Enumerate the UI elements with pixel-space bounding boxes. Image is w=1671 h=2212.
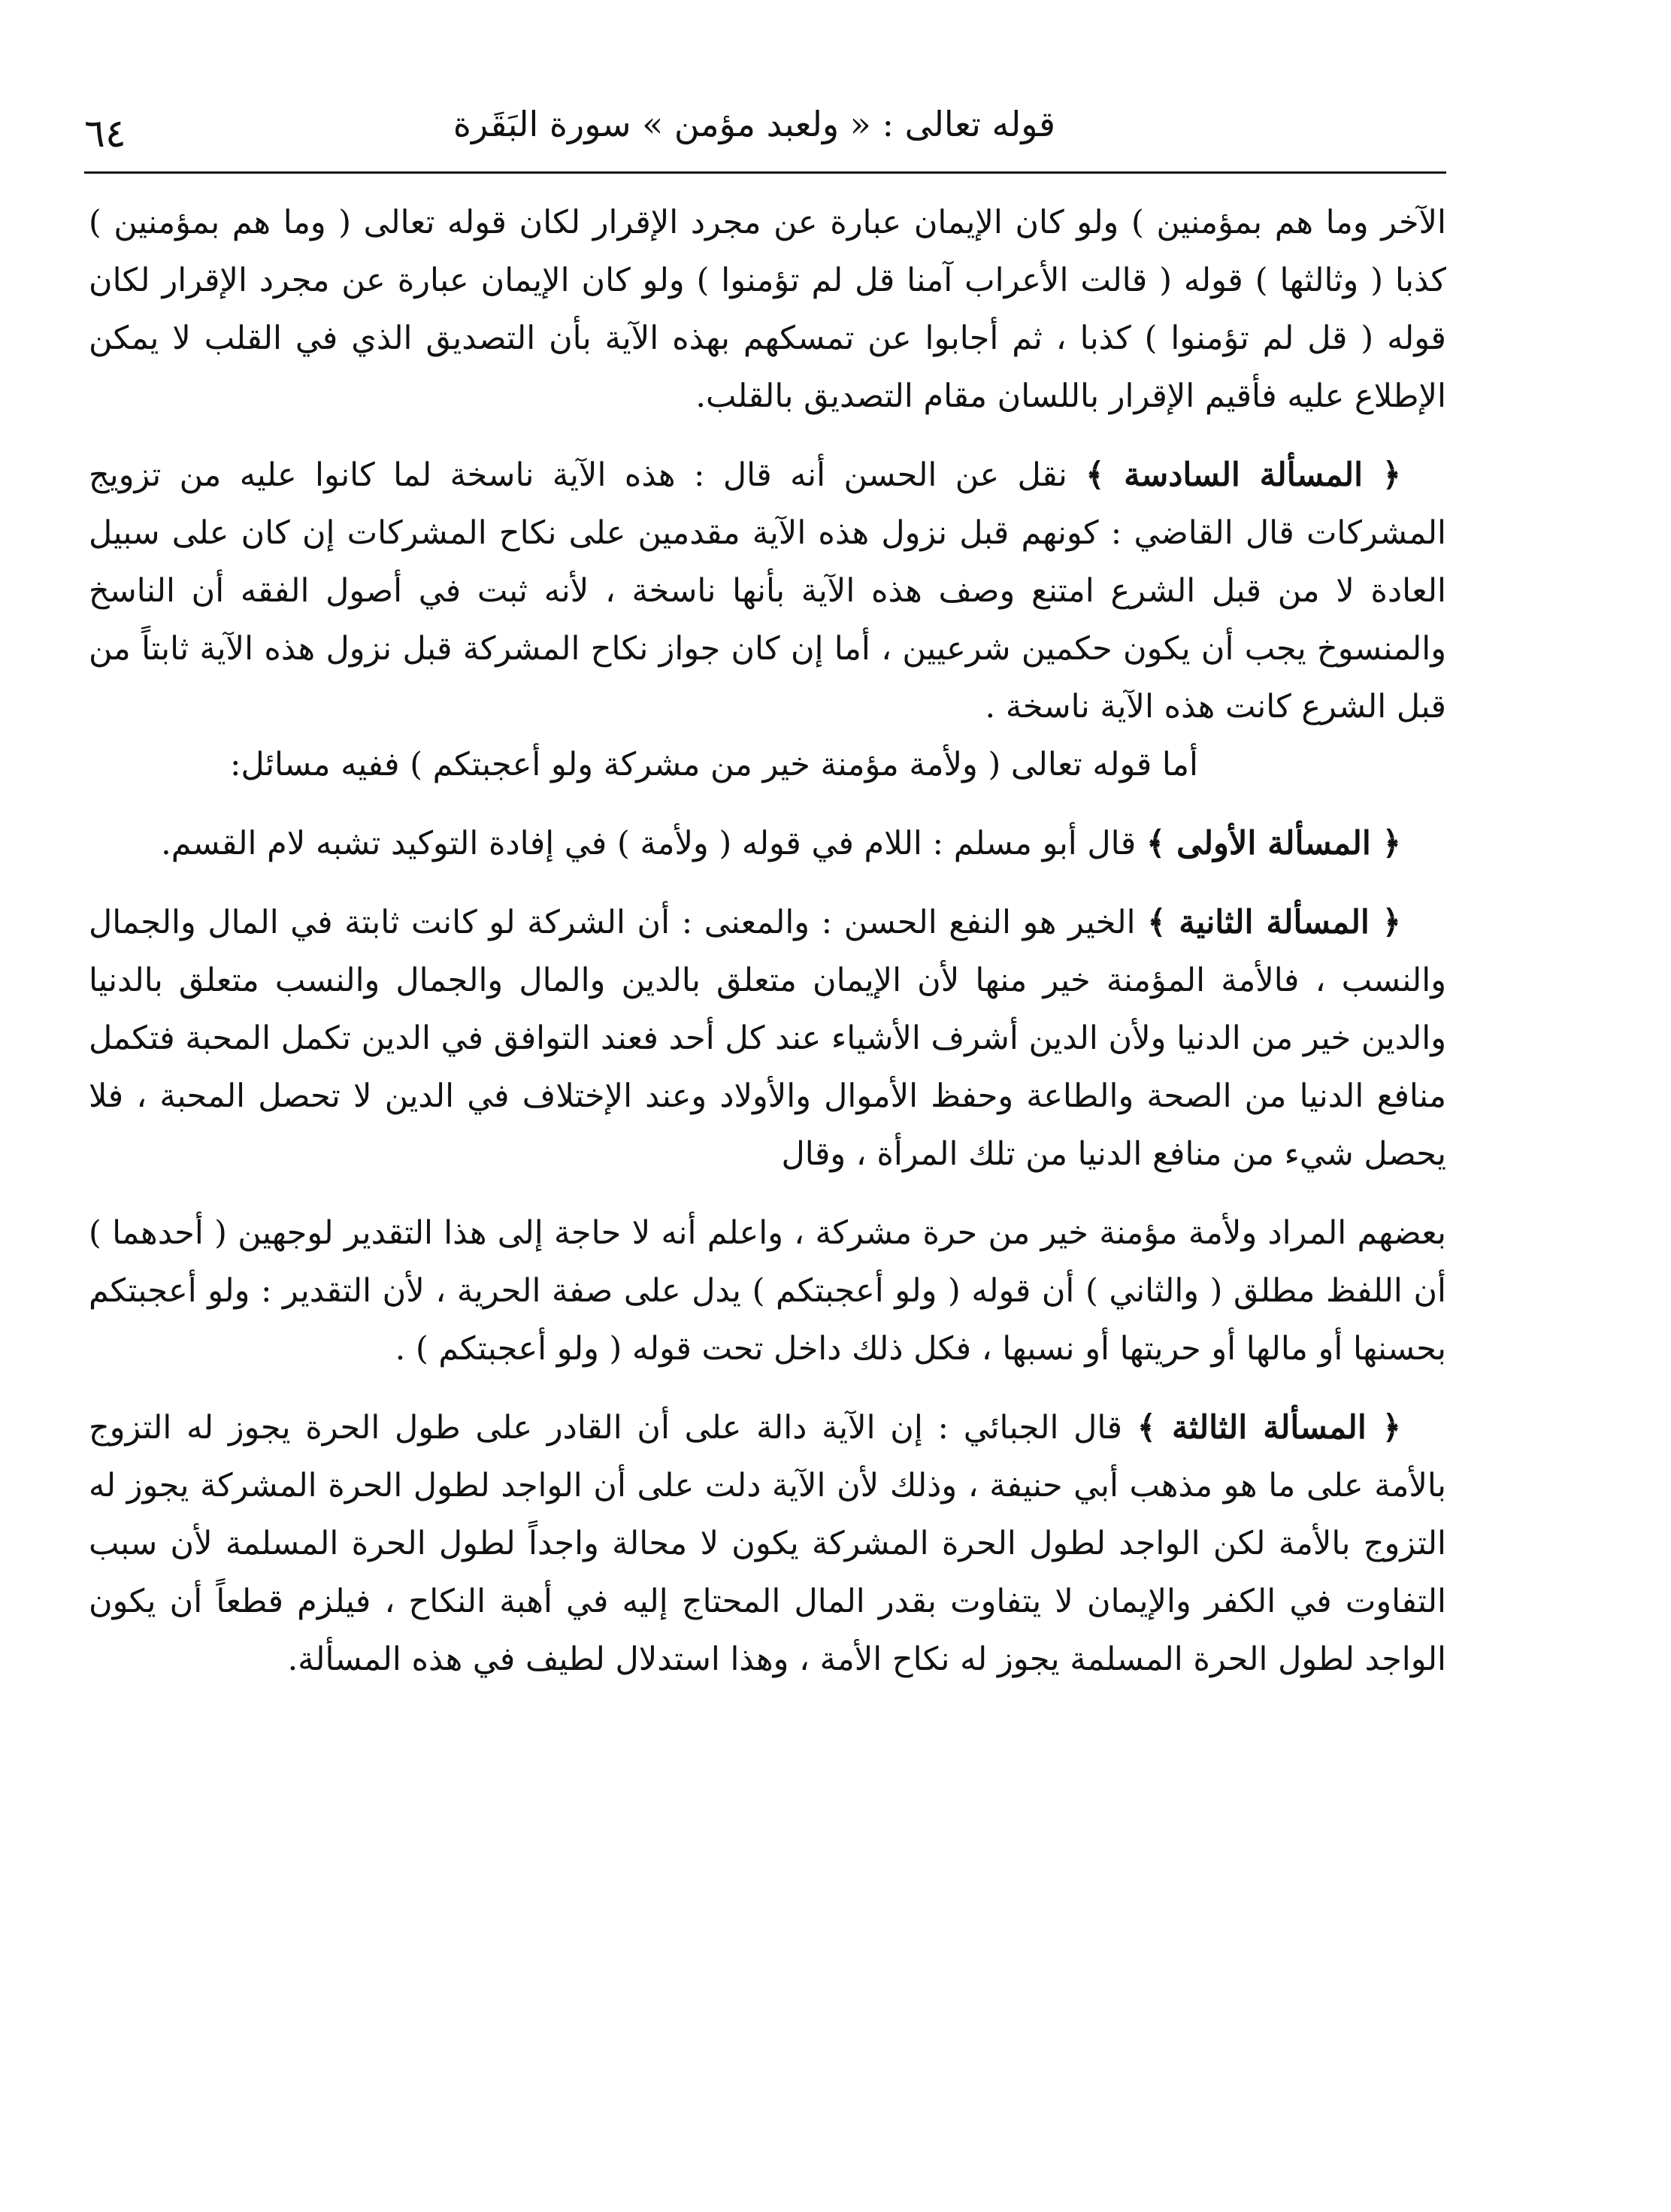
- paragraph-6: [89, 1204, 1446, 1378]
- issue-1-heading: ﴿ المسألة الأولى ﴾: [1146, 825, 1401, 862]
- paragraph-7-text: قال الجبائي : إن الآية دالة على أن القادر على طول الحرة يجوز له التزوج بالأمة على ما هو مذهب أبي حنيفة ، وذلك لأن الآية دلت على أن الواجد لطول الحرة المشركة يجوز له التزوج بالأمة لكن الواجد لطول الحرة المشركة يكون لا محالة واجداً لطول الحرة المسلمة لأن سبب التفاوت في الكفر والإيمان لا يتفاوت بقدر المال المحتاج إليه في أهبة النكاح ، فيلزم قطعاً أن يكون الواجد لطول الحرة المسلمة يجوز له نكاح الأمة ، وهذا استدلال لطيف في هذه المسألة.: [89, 1409, 1446, 1678]
- paragraph-1: [89, 194, 1446, 426]
- issue-3-heading: ﴿ المسألة الثالثة ﴾: [1137, 1409, 1401, 1447]
- page-number: ٦٤: [84, 111, 126, 156]
- paragraph-4: [89, 815, 1446, 873]
- paragraph-7: [89, 1399, 1446, 1689]
- page-header: [84, 98, 1446, 165]
- issue-2-heading: ﴿ المسألة الثانية ﴾: [1147, 904, 1401, 941]
- paragraph-1-text: الآخر وما هم بمؤمنين ) ولو كان الإيمان عبارة عن مجرد الإقرار لكان قوله تعالى ( وما هم بمؤمنين ) كذبا ( وثالثها ) قوله ( قالت الأعراب آمنا قل لم تؤمنوا ) ولو كان الإيمان عبارة عن مجرد الإقرار لكان قوله ( قل لم تؤمنوا ) كذبا ، ثم أجابوا عن تمسكهم بهذه الآية بأن التصديق الذي في القلب لا يمكن الإطلاع عليه فأقيم الإقرار باللسان مقام التصديق بالقلب.: [89, 204, 1446, 415]
- paragraph-3: [89, 736, 1446, 794]
- paragraph-2-text: نقل عن الحسن أنه قال : هذه الآية ناسخة لما كانوا عليه من تزويج المشركات قال القاضي : كونهم قبل نزول هذه الآية مقدمين على نكاح المشركات إن كان على سبيل العادة لا من قبل الشرع امتنع وصف هذه الآية بأنها ناسخة ، لأنه ثبت في أصول الفقه أن الناسخ والمنسوخ يجب أن يكون حكمين شرعيين ، أما إن كان جواز نكاح المشركة قبل نزول هذه الآية ثابتاً من قبل الشرع كانت هذه الآية ناسخة .: [89, 456, 1446, 726]
- main-text: [89, 194, 1446, 1689]
- header-divider: [84, 171, 1446, 174]
- running-title: قوله تعالى : « ولعبد مؤمن » سورة البَقَرة: [453, 104, 1055, 144]
- issue-6-heading: ﴿ المسألة السادسة ﴾: [1085, 456, 1401, 494]
- paragraph-3-text: أما قوله تعالى ( ولأمة مؤمنة خير من مشركة ولو أعجبتكم ) ففيه مسائل:: [230, 746, 1198, 783]
- paragraph-6-text: بعضهم المراد ولأمة مؤمنة خير من حرة مشركة ، واعلم أنه لا حاجة إلى هذا التقدير لوجهين ( أحدهما ) أن اللفظ مطلق ( والثاني ) أن قوله ( ولو أعجبتكم ) يدل على صفة الحرية ، لأن التقدير : ولو أعجبتكم بحسنها أو مالها أو حريتها أو نسبها ، فكل ذلك داخل تحت قوله ( ولو أعجبتكم ) .: [89, 1214, 1446, 1368]
- paragraph-2: [89, 447, 1446, 736]
- paragraph-4-text: قال أبو مسلم : اللام في قوله ( ولأمة ) في إفادة التوكيد تشبه لام القسم.: [161, 825, 1146, 862]
- paragraph-5-text: الخير هو النفع الحسن : والمعنى : أن الشركة لو كانت ثابتة في المال والجمال والنسب ، فالأمة المؤمنة خير منها لأن الإيمان متعلق بالدين والمال والجمال والنسب متعلق بالدنيا والدين خير من الدنيا ولأن الدين أشرف الأشياء عند كل أحد فعند التوافق في الدين تكمل المحبة فتكمل منافع الدنيا من الصحة والطاعة وحفظ الأموال والأولاد وعند الإختلاف في الدين لا تحصل المحبة ، فلا يحصل شيء من منافع الدنيا من تلك المرأة ، وقال: [89, 904, 1446, 1173]
- paragraph-5: [89, 894, 1446, 1183]
